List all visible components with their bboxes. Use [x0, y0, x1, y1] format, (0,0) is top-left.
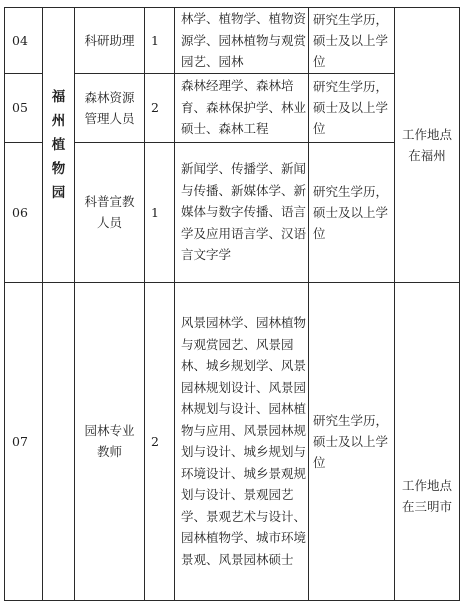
- degree-requirement: 研究生学历，硕士及以上学位: [309, 142, 395, 282]
- row-number: 06: [5, 142, 43, 282]
- position-name: 科研助理: [75, 8, 145, 74]
- major-requirements: 新闻学、传播学、新闻与传播、新媒体学、新媒体与数字传播、语言学及应用语言学、汉语言文字学: [175, 142, 309, 282]
- position-name: 园林专业教师: [75, 282, 145, 600]
- row-number: 04: [5, 8, 43, 74]
- recruitment-table: [4, 7, 460, 601]
- degree-requirement: 研究生学历，硕士及以上学位: [309, 73, 395, 142]
- unit-name-cell: [43, 8, 75, 283]
- remarks: 工作地点在三明市: [395, 282, 460, 600]
- position-name: 森林资源管理人员: [75, 73, 145, 142]
- major-requirements: 林学、植物学、植物资源学、园林植物与观赏园艺、园林: [175, 8, 309, 74]
- row-number: 05: [5, 73, 43, 142]
- unit-name-cell-empty: [43, 282, 75, 600]
- hire-count: 1: [145, 8, 175, 74]
- remarks: 工作地点在福州: [395, 8, 460, 283]
- table-row: [5, 8, 460, 74]
- degree-requirement: 研究生学历，硕士及以上学位: [309, 8, 395, 74]
- hire-count: 2: [145, 282, 175, 600]
- major-requirements: 森林经理学、森林培育、森林保护学、林业硕士、森林工程: [175, 73, 309, 142]
- major-requirements: 风景园林学、园林植物与观赏园艺、风景园林、城乡规划学、风景园林规划设计、风景园林规划与设计、园林植物与应用、风景园林规划与设计、城乡规划与环境设计、城乡景观规划与设计、景观园艺学、景观艺术与设计、园林植物学、城市环境景观、风景园林硕士: [175, 282, 309, 600]
- unit-name: 福州植物园: [51, 88, 66, 201]
- table-row: [5, 282, 460, 600]
- position-name: 科普宣教人员: [75, 142, 145, 282]
- hire-count: 2: [145, 73, 175, 142]
- row-number: 07: [5, 282, 43, 600]
- hire-count: 1: [145, 142, 175, 282]
- degree-requirement: 研究生学历，硕士及以上学位: [309, 282, 395, 600]
